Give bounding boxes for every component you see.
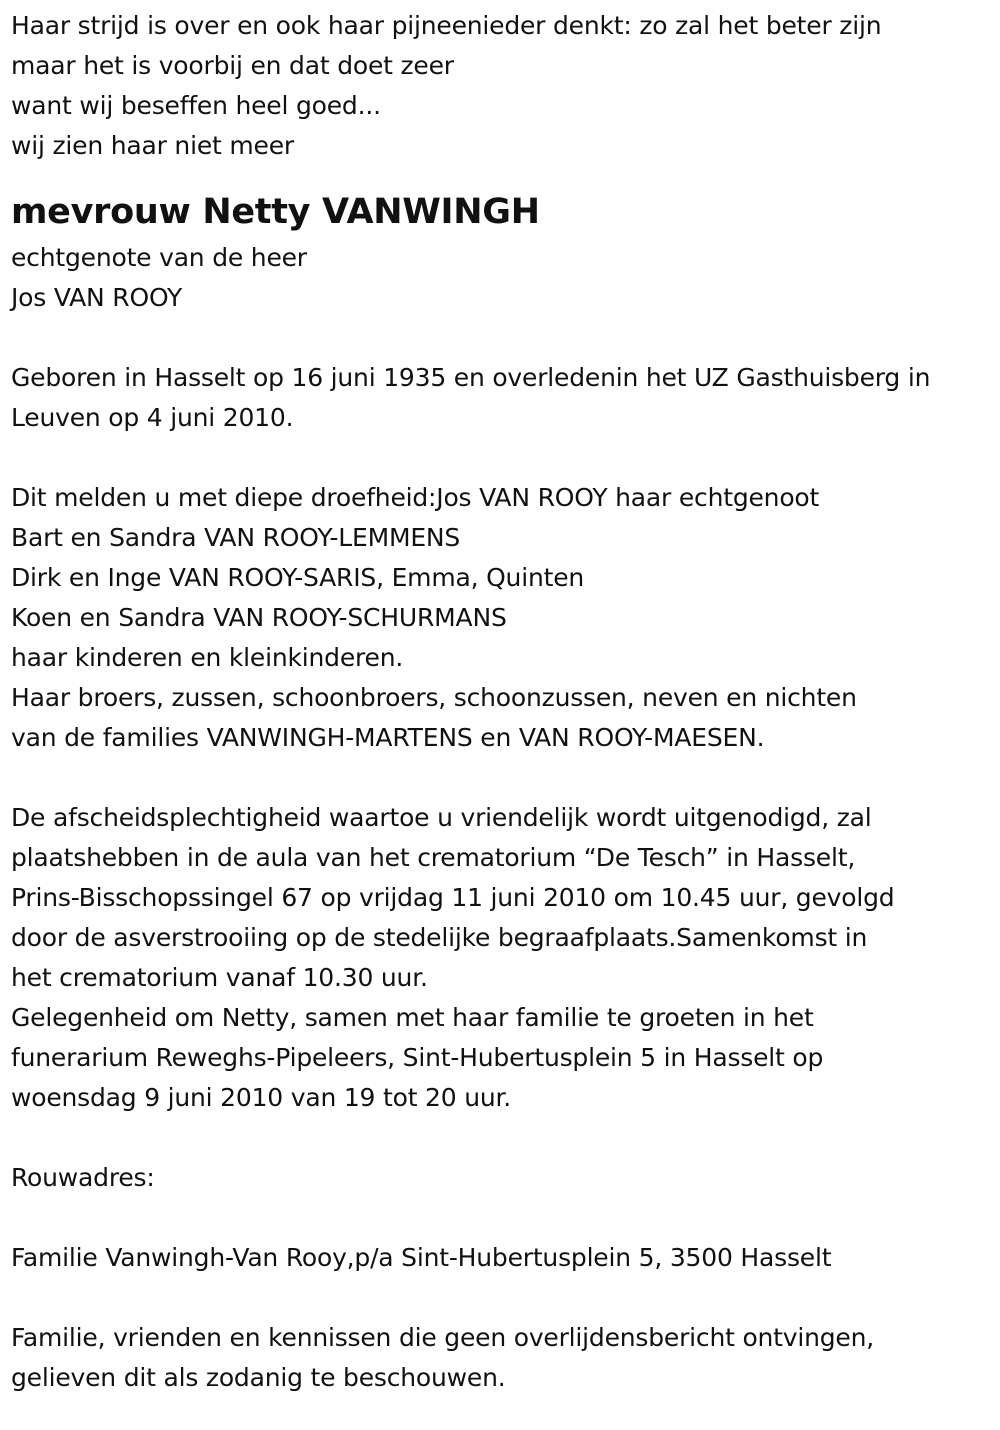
spacer (11, 758, 991, 798)
ceremony-line: plaatshebben in de aula van het crematorium “De Tesch” in Hasselt, (11, 843, 856, 872)
ceremony-line: door de asverstrooiing op de stedelijke begraafplaats.Samenkomst in (11, 923, 868, 952)
mourning-address: Familie Vanwingh-Van Rooy,p/a Sint-Hubertusplein 5, 3500 Hasselt (11, 1243, 832, 1272)
ceremony-line: Gelegenheid om Netty, samen met haar familie te groeten in het (11, 1003, 814, 1032)
poem-line: Haar strijd is over en ook haar pijneenieder denkt: zo zal het beter zijn (11, 11, 882, 40)
poem (11, 6, 991, 166)
spouse-name: Jos VAN ROOY (11, 283, 183, 312)
ceremony-line: funerarium Reweghs-Pipeleers, Sint-Hubertusplein 5 in Hasselt op (11, 1043, 824, 1072)
deceased-name: mevrouw Netty VANWINGH (11, 192, 540, 232)
obituary-notice (11, 6, 991, 1398)
spacer (11, 1198, 991, 1238)
spacer (11, 1278, 991, 1318)
ceremony-line: Prins-Bisschopssingel 67 op vrijdag 11 juni 2010 om 10.45 uur, gevolgd (11, 883, 895, 912)
spacer (11, 438, 991, 478)
poem-line: want wij beseffen heel goed... (11, 91, 381, 120)
poem-line: maar het is voorbij en dat doet zeer (11, 51, 454, 80)
spouse-info (11, 238, 991, 318)
family-line: Bart en Sandra VAN ROOY-LEMMENS (11, 523, 461, 552)
family-announcement (11, 478, 991, 758)
ceremony-line: woensdag 9 juni 2010 van 19 tot 20 uur. (11, 1083, 512, 1112)
family-line: haar kinderen en kleinkinderen. (11, 643, 404, 672)
ceremony-line: De afscheidsplechtigheid waartoe u vriendelijk wordt uitgenodigd, zal (11, 803, 872, 832)
family-line: Dirk en Inge VAN ROOY-SARIS, Emma, Quinten (11, 563, 585, 592)
birth-death-info (11, 358, 991, 438)
family-line: Haar broers, zussen, schoonbroers, schoonzussen, neven en nichten (11, 683, 857, 712)
spouse-line: echtgenote van de heer (11, 243, 307, 272)
spacer (11, 1118, 991, 1158)
mourning-address-label: Rouwadres: (11, 1163, 155, 1192)
family-line: Koen en Sandra VAN ROOY-SCHURMANS (11, 603, 507, 632)
spacer (11, 318, 991, 358)
birth-death-line: Geboren in Hasselt op 16 juni 1935 en overledenin het UZ Gasthuisberg in (11, 363, 931, 392)
family-line: Dit melden u met diepe droefheid:Jos VAN ROOY haar echtgenoot (11, 483, 820, 512)
birth-death-line: Leuven op 4 juni 2010. (11, 403, 294, 432)
ceremony-details (11, 798, 991, 1118)
closing-note (11, 1318, 991, 1398)
closing-line: gelieven dit als zodanig te beschouwen. (11, 1363, 506, 1392)
family-line: van de families VANWINGH-MARTENS en VAN ROOY-MAESEN. (11, 723, 765, 752)
closing-line: Familie, vrienden en kennissen die geen overlijdensbericht ontvingen, (11, 1323, 875, 1352)
ceremony-line: het crematorium vanaf 10.30 uur. (11, 963, 428, 992)
poem-line: wij zien haar niet meer (11, 131, 294, 160)
